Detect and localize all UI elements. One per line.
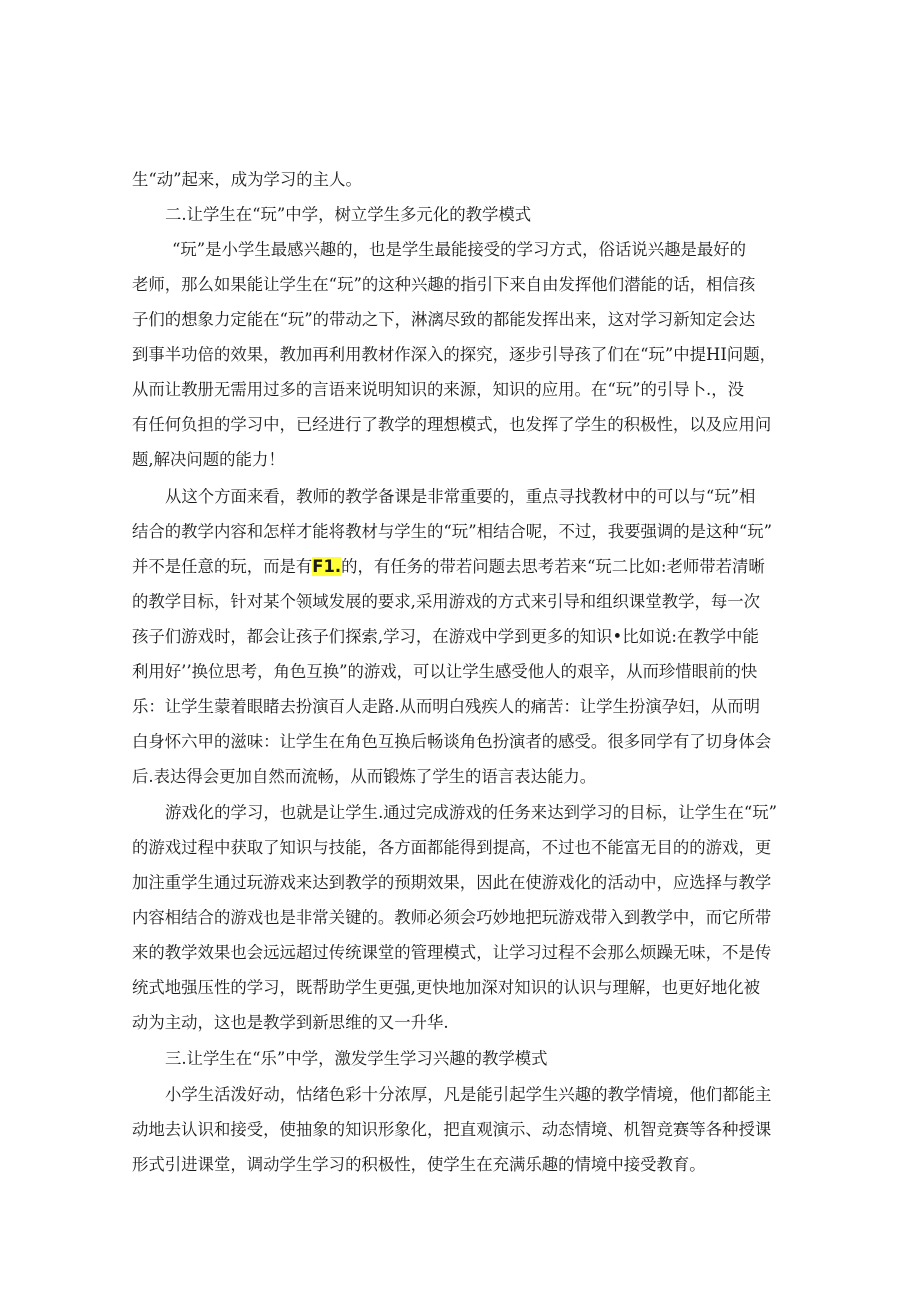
text-line: 游戏化的学习，也就是让学生.通过完成游戏的任务来达到学习的目标，让学生在“玩”	[165, 803, 778, 822]
text-line: 老师，那么如果能让学生在“玩”的这种兴趣的指引下来自由发挥他们潜能的话，相信孩	[132, 275, 756, 294]
text-line: 子们的想象力定能在“玩”的带动之下，淋漓尽致的都能发挥出来，这对学习新知定会达	[132, 310, 756, 329]
text-line: 加注重学生通过玩游戏来达到教学的预期效果，因此在使游戏化的活动中，应选择与教学	[132, 873, 772, 892]
text-line: 的游戏过程中获取了知识与技能，各方面都能得到提高，不过也不能富无目的的游戏，更	[132, 838, 772, 857]
text-line: 孩子们游戏时，都会让孩子们探索,学习，在游戏中学到更多的知识•比如说:在教学中能	[132, 627, 759, 646]
text-line: 从这个方面来看，教师的教学备课是非常重要的，重点寻找教材中的可以与“玩”相	[165, 487, 756, 506]
text-line: 乐：让学生蒙着眼睹去扮演百人走路.从而明白残疾人的痛苦：让学生扮演孕妇，从而明	[132, 697, 761, 716]
text-line: 到事半功倍的效果，教加再利用教材作深入的探究，逐步引导孩了们在“玩”中提HI问题，	[132, 345, 776, 364]
text-line: 结合的教学内容和怎样才能将教材与学生的“玩”相结合呢，不过，我要强调的是这种“玩”	[132, 522, 772, 541]
section-heading-3: 三.让学生在“乐”中学，激发学生学习兴趣的教学模式	[165, 1049, 548, 1068]
text-line: 生“动”起来，成为学习的主人。	[132, 170, 362, 189]
text-line: 白身怀六甲的滋味：让学生在角色互换后畅谈角色扮演者的感受。很多同学有了切身体会	[132, 732, 772, 751]
text-line: 小学生活泼好动，怙绪色彩十分浓厚，凡是能引起学生兴趣的教学情境，他们都能主	[165, 1085, 772, 1104]
text-segment: 并不是任意的玩，而是有	[132, 557, 313, 576]
highlighted-mark: F1.	[312, 557, 342, 576]
text-line: 来的教学效果也会远远超过传统课堂的管理模式，让学习过程不会那么烦躁无味，不是传	[132, 943, 772, 962]
text-line: 动地去认识和接受，使抽象的知识形象化，把直观演示、动态情境、机智竞赛等各种授课	[132, 1120, 772, 1139]
text-line: 利用好’’换位思考，角色互换”的游戏，可以让学生感受他人的艰辛，从而珍惜眼前的快	[132, 662, 758, 681]
text-line: 统式地强压性的学习，既帮助学生更强,更快地加深对知识的认识与理解，也更好地化被	[132, 978, 761, 997]
text-line-with-highlight	[132, 555, 794, 581]
text-line: 有任何负担的学习中，已经进行了教学的理想模式，也发挥了学生的积极性，以及应用问	[132, 415, 772, 434]
text-line: 动为主动，这也是教学到新思维的又一升华.	[132, 1013, 449, 1032]
text-line: 的教学目标，针对某个领域发展的要求,采用游戏的方式来引导和组织课堂教学，每一次	[132, 592, 761, 611]
text-line: 从而让教册无需用过多的言语来说明知识的来源，知识的应用。在“玩”的引导卜.，没	[132, 380, 745, 399]
text-line: “玩”是小学生最感兴趣的，也是学生最能接受的学习方式，俗话说兴趣是最好的	[172, 240, 747, 259]
text-line: 内容相结合的游戏也是非常关键的。教师必须会巧妙地把玩游戏带入到教学中，而它所带	[132, 908, 772, 927]
text-segment: 的，有任务的带若问题去思考若来“玩二比如:老师带若清晰	[341, 557, 765, 576]
section-heading-2: 二.让学生在“玩”中学，树立学生多元化的教学模式	[165, 205, 532, 224]
text-line: 形式引进课堂，调动学生学习的积极性，使学生在充满乐趣的情境中接受教育。	[132, 1155, 706, 1174]
text-line: 题,解决问题的能力！	[132, 450, 285, 469]
text-line: 后.表达得会更加自然而流畅，从而锻炼了学生的语言表达能力。	[132, 767, 597, 786]
